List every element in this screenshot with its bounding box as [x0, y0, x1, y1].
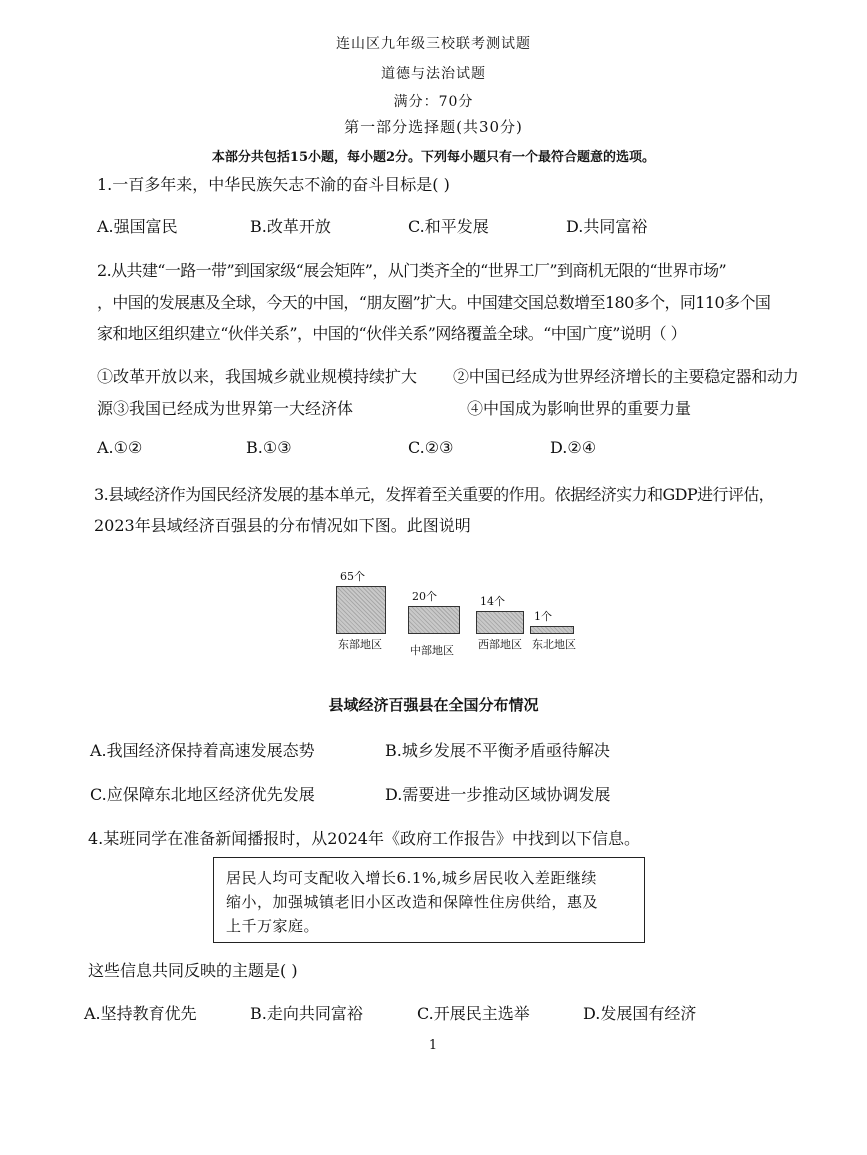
- q2-option-b: B.①③: [246, 438, 292, 457]
- bar-value-label-2: 14个: [480, 595, 505, 608]
- report-excerpt-box: [213, 857, 645, 943]
- bar-1: [408, 606, 460, 634]
- q3-option-b: B.城乡发展不平衡矛盾亟待解决: [385, 741, 610, 760]
- q2-statement-1: ①改革开放以来，我国城乡就业规模持续扩大: [97, 367, 418, 386]
- bar-category-label-1: 中部地区: [410, 644, 454, 657]
- bar-category-label-0: 东部地区: [338, 638, 382, 651]
- q4-option-b: B.走向共同富裕: [250, 1004, 363, 1023]
- q2-statement-3: 源③我国已经成为世界第一大经济体: [97, 399, 354, 418]
- bar-category-label-2: 西部地区: [478, 638, 522, 651]
- question-2-stem-line-2: ，中国的发展惠及全球，今天的中国，“朋友圈”扩大。中国建交国总数增至180多个，同110多个国: [97, 293, 771, 312]
- q4-option-c: C.开展民主选举: [417, 1004, 530, 1023]
- exam-title: 连山区九年级三校联考测试题: [336, 36, 531, 52]
- q2-option-a: A.①②: [97, 438, 143, 457]
- question-1-stem: 1.一百多年来，中华民族矢志不渝的奋斗目标是( ): [97, 175, 450, 194]
- q1-option-a: A.强国富民: [97, 217, 178, 236]
- bar-3: [530, 626, 574, 634]
- bar-value-label-1: 20个: [412, 590, 437, 603]
- question-2-stem-line-3: 家和地区组织建立“伙伴关系”，中国的“伙伴关系”网络覆盖全球。“中国广度”说明（ ）: [97, 324, 686, 343]
- report-excerpt-line: 上千万家庭。: [226, 917, 320, 935]
- q2-option-c: C.②③: [408, 438, 454, 457]
- full-score: 满分：70分: [393, 94, 474, 110]
- q4-option-d: D.发展国有经济: [583, 1004, 697, 1023]
- q2-statement-2: ②中国已经成为世界经济增长的主要稳定器和动力: [453, 367, 799, 386]
- page-number: 1: [428, 1038, 439, 1053]
- q1-option-b: B.改革开放: [250, 217, 331, 236]
- q2-statement-4: ④中国成为影响世界的重要力量: [467, 399, 692, 418]
- report-excerpt-line: 居民人均可支配收入增长6.1%,城乡居民收入差距继续: [226, 869, 597, 887]
- q1-option-c: C.和平发展: [408, 217, 489, 236]
- q3-option-c: C.应保障东北地区经济优先发展: [90, 785, 315, 804]
- part1-title: 第一部分选择题(共30分): [344, 118, 523, 136]
- part1-instructions: 本部分共包括15小题，每小题2分。下列每小题只有一个最符合题意的选项。: [211, 150, 656, 165]
- subject-title: 道德与法治试题: [381, 66, 486, 82]
- question-3-stem-line-2: 2023年县域经济百强县的分布情况如下图。此图说明: [94, 516, 471, 535]
- question-4-follow-up: 这些信息共同反映的主题是( ): [88, 961, 298, 980]
- question-3-stem-line-1: 3.县域经济作为国民经济发展的基本单元，发挥着至关重要的作用。依据经济实力和GDP进行评估，: [94, 485, 775, 504]
- bar-2: [476, 611, 524, 634]
- question-2-stem-line-1: 2.从共建“一路一带”到国家级“展会矩阵”，从门类齐全的“世界工厂”到商机无限的“世界市场”: [97, 261, 727, 280]
- q3-option-a: A.我国经济保持着高速发展态势: [90, 741, 315, 760]
- q4-option-a: A.坚持教育优先: [84, 1004, 197, 1023]
- bar-0: [336, 586, 386, 634]
- chart-title: 县域经济百强县在全国分布情况: [328, 696, 539, 714]
- q3-option-d: D.需要进一步推动区域协调发展: [385, 785, 611, 804]
- q1-option-d: D.共同富裕: [566, 217, 648, 236]
- bar-value-label-3: 1个: [534, 610, 552, 623]
- q2-option-d: D.②④: [550, 438, 597, 457]
- bar-value-label-0: 65个: [340, 570, 365, 583]
- regional-distribution-chart: [320, 560, 590, 660]
- question-4-stem: 4.某班同学在准备新闻播报时，从2024年《政府工作报告》中找到以下信息。: [88, 829, 640, 848]
- bar-category-label-3: 东北地区: [532, 638, 576, 651]
- report-excerpt-line: 缩小，加强城镇老旧小区改造和保障性住房供给，惠及: [226, 893, 599, 911]
